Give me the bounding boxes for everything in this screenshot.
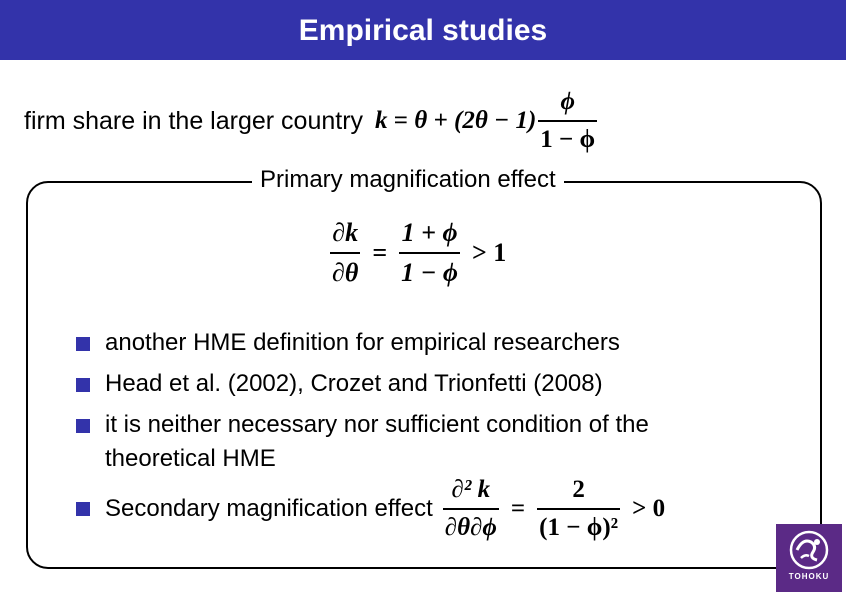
- equals-sign: =: [372, 238, 388, 267]
- bullet-text: Head et al. (2002), Crozet and Trionfetti (2008): [105, 370, 603, 397]
- secondary-rhs-denominator: (1 − ϕ)²: [537, 508, 620, 542]
- box-title: Primary magnification effect: [252, 166, 564, 194]
- list-item: [76, 367, 725, 401]
- bullet-list: [76, 326, 725, 483]
- bullet-text: it is neither necessary nor sufficient condition of the theoretical HME: [105, 411, 649, 472]
- logo-text: TOHOKU: [788, 572, 830, 581]
- primary-equation: [330, 218, 518, 288]
- k-fraction-denominator: 1 − ϕ: [538, 120, 597, 154]
- k-fraction-numerator: ϕ: [560, 88, 575, 115]
- intro-text: firm share in the larger country: [24, 106, 364, 135]
- k-symbol: k: [375, 107, 388, 134]
- k-rhs-prefix: θ + (2θ − 1): [414, 107, 537, 134]
- tohoku-university-emblem-icon: [787, 528, 831, 572]
- k-fraction: [538, 88, 597, 154]
- d2k-numerator: ∂² k: [451, 476, 491, 503]
- secondary-inequality: > 0: [632, 495, 666, 522]
- intro-line: [24, 86, 597, 156]
- primary-rhs-denominator: 1 − ϕ: [399, 252, 460, 288]
- bullet-square-icon: [76, 419, 90, 433]
- bullet-text: another HME definition for empirical researchers: [105, 329, 620, 356]
- bullet-square-icon: [76, 502, 90, 516]
- d2k-denominator: ∂θ∂ϕ: [443, 508, 499, 542]
- equals-sign: =: [393, 107, 415, 134]
- secondary-rhs-fraction: [537, 476, 620, 542]
- dk-dtheta-fraction: [330, 218, 360, 288]
- d2k-fraction: [443, 476, 499, 542]
- secondary-equation: [443, 476, 677, 542]
- list-item-secondary: [76, 476, 677, 542]
- dk-numerator: ∂k: [332, 218, 359, 247]
- primary-rhs-numerator: 1 + ϕ: [401, 218, 458, 247]
- equals-sign: =: [510, 495, 526, 522]
- dtheta-denominator: ∂θ: [330, 252, 360, 288]
- k-equation: [375, 107, 536, 135]
- tohoku-logo: [776, 524, 842, 592]
- primary-inequality: > 1: [471, 238, 507, 267]
- list-item: [76, 326, 725, 360]
- bullet-square-icon: [76, 337, 90, 351]
- slide-title: Empirical studies: [0, 0, 846, 60]
- bullet-square-icon: [76, 378, 90, 392]
- secondary-rhs-numerator: 2: [572, 476, 585, 503]
- primary-rhs-fraction: [399, 218, 460, 288]
- bullet-text: Secondary magnification effect: [105, 495, 433, 522]
- list-item: [76, 408, 725, 476]
